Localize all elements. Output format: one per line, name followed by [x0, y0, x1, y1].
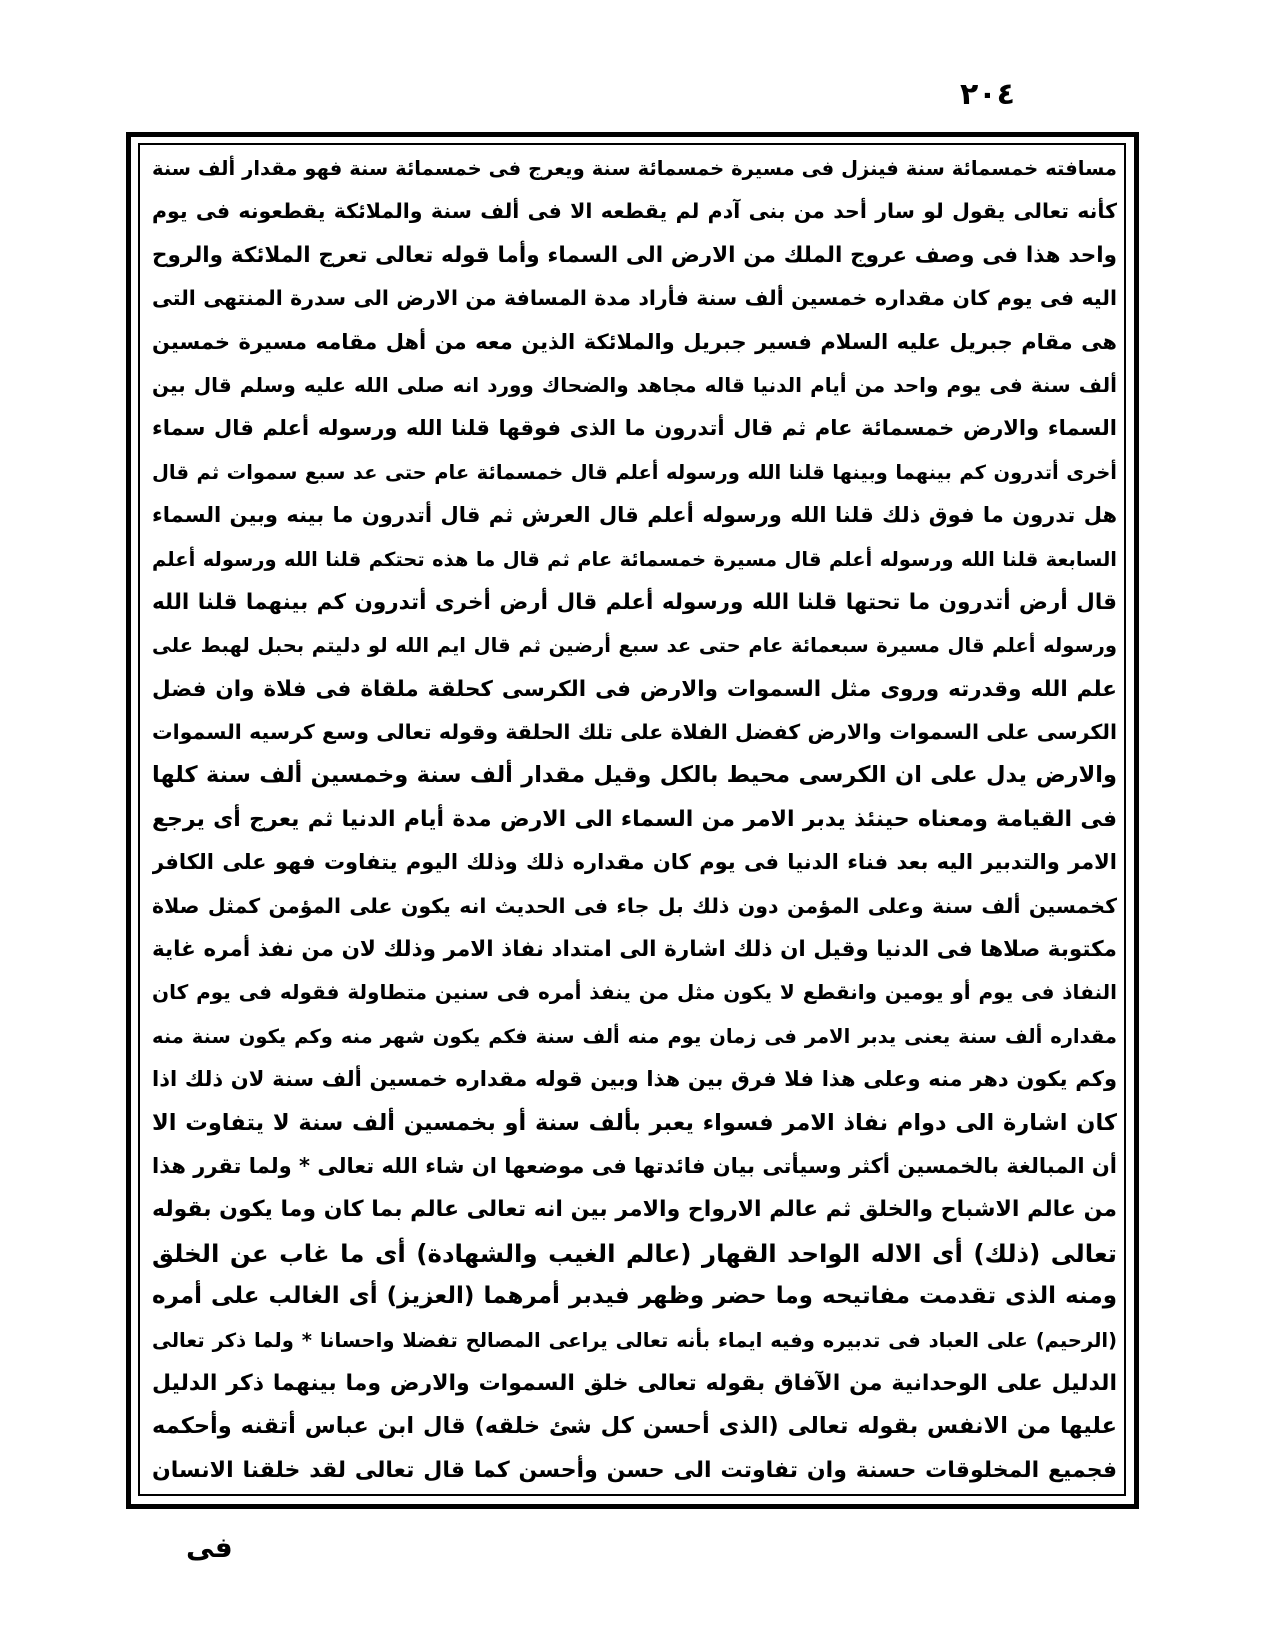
text-line: هى مقام جبريل عليه السلام فسير جبريل والملائكة الذين معه من أهل مقامه مسيرة خمسين: [152, 329, 1117, 354]
text-line: هل تدرون ما فوق ذلك قلنا الله ورسوله أعلم قال العرش ثم قال أتدرون ما بينه وبين السماء: [152, 503, 1117, 528]
text-line: من عالم الاشباح والخلق ثم عالم الارواح والامر بين انه تعالى عالم بما كان وما يكون بقوله: [152, 1197, 1117, 1223]
text-line: واحد هذا فى وصف عروج الملك من الارض الى السماء وأما قوله تعالى تعرج الملائكة والروح: [152, 242, 1117, 268]
text-line: اليه فى يوم كان مقداره خمسين ألف سنة فأراد مدة المسافة من الارض الى سدرة المنتهى التى: [152, 286, 1117, 311]
text-line: السماء والارض خمسمائة عام ثم قال أتدرون ما الذى فوقها قلنا الله ورسوله أعلم قال سماء: [152, 416, 1117, 441]
text-line: كأنه تعالى يقول لو سار أحد من بنى آدم لم يقطعه الا فى ألف سنة والملائكة يقطعونه فى يوم: [152, 199, 1117, 224]
text-line: مقداره ألف سنة يعنى يدبر الامر فى زمان يوم منه ألف سنة فكم يكون شهر منه وكم يكون سنة منه: [152, 1024, 1117, 1048]
text-line: تعالى (ذلك) أى الاله الواحد القهار (عالم الغيب والشهادة) أى ما غاب عن الخلق: [152, 1238, 1117, 1268]
text-line: الكرسى على السموات والارض كفضل الفلاة على تلك الحلقة وقوله تعالى وسع كرسيه السموات: [152, 720, 1117, 745]
text-line: الامر والتدبير اليه بعد فناء الدنيا فى يوم كان مقداره ذلك وذلك اليوم يتفاوت فهو على الكافر: [152, 850, 1117, 875]
text-line: ورسوله أعلم قال مسيرة سبعمائة عام حتى عد سبع أرضين ثم قال ايم الله لو دليتم بحبل لهبط على: [152, 634, 1117, 658]
text-line: أخرى أتدرون كم بينهما وبينها قلنا الله ورسوله أعلم قال خمسمائة عام حتى عد سبع سموات ثم قال: [152, 460, 1117, 484]
text-line: وكم يكون دهر منه وعلى هذا فلا فرق بين هذا وبين قوله مقداره خمسين ألف سنة لان ذلك اذا: [152, 1067, 1117, 1092]
text-line: ألف سنة فى يوم واحد من أيام الدنيا قاله مجاهد والضحاك وورد انه صلى الله عليه وسلم قال بين: [152, 372, 1117, 397]
text-line: علم الله وقدرته وروى مثل السموات والارض فى الكرسى كحلقة ملقاة فى فلاة وان فضل: [152, 676, 1117, 702]
text-line: ومنه الذى تقدمت مفاتيحه وما حضر وظهر فيدبر أمرهما (العزيز) أى الغالب على أمره: [152, 1283, 1117, 1310]
text-line: مسافته خمسمائة سنة فينزل فى مسيرة خمسمائة سنة ويعرج فى خمسمائة سنة فهو مقدار ألف سنة: [152, 157, 1117, 180]
text-line: فى القيامة ومعناه حينئذ يدبر الامر من السماء الى الارض مدة أيام الدنيا ثم يعرج أى يرجع: [152, 806, 1117, 832]
catchword: فى: [186, 1531, 233, 1564]
text-line: قال أرض أتدرون ما تحتها قلنا الله ورسوله أعلم قال أرض أخرى أتدرون كم بينهما قلنا الله: [152, 589, 1117, 615]
text-line: كخمسين ألف سنة وعلى المؤمن دون ذلك بل جاء فى الحديث انه يكون على المؤمن كمثل صلاة: [152, 893, 1117, 918]
text-line: النفاذ فى يوم أو يومين وانقطع لا يكون مثل من ينفذ أمره فى سنين متطاولة فقوله فى يوم كان: [152, 980, 1117, 1005]
text-line: كان اشارة الى دوام نفاذ الامر فسواء يعبر بألف سنة أو بخمسين ألف سنة لا يتفاوت الا: [152, 1109, 1117, 1136]
text-line: مكتوبة صلاها فى الدنيا وقيل ان ذلك اشارة الى امتداد نفاذ الامر وذلك لان من نفذ أمره غاية: [152, 937, 1117, 963]
text-line: (الرحيم) على العباد فى تدبيره وفيه ايماء بأنه تعالى يراعى المصالح تفضلا واحسانا * ولما ذكر تعالى: [152, 1328, 1117, 1352]
text-line: الدليل على الوحدانية من الآفاق بقوله تعالى خلق السموات والارض وما بينهما ذكر الدليل: [152, 1370, 1117, 1396]
text-line: السابعة قلنا الله ورسوله أعلم قال مسيرة خمسمائة عام ثم قال ما هذه تحتكم قلنا الله ورسوله أعلم: [152, 547, 1117, 571]
text-line: عليها من الانفس بقوله تعالى (الذى أحسن كل شئ خلقه) قال ابن عباس أتقنه وأحكمه: [152, 1413, 1117, 1440]
text-line: فجميع المخلوقات حسنة وان تفاوتت الى حسن وأحسن كما قال تعالى لقد خلقنا الانسان: [152, 1457, 1117, 1483]
page-number: ٢٠٤: [960, 77, 1015, 112]
text-line: والارض يدل على ان الكرسى محيط بالكل وقيل مقدار ألف سنة وخمسين ألف سنة كلها: [152, 762, 1117, 789]
text-line: أن المبالغة بالخمسين أكثر وسيأتى بيان فائدتها فى موضعها ان شاء الله تعالى * ولما تقرر هذا: [152, 1153, 1117, 1178]
main-text-block: [152, 147, 1117, 1492]
